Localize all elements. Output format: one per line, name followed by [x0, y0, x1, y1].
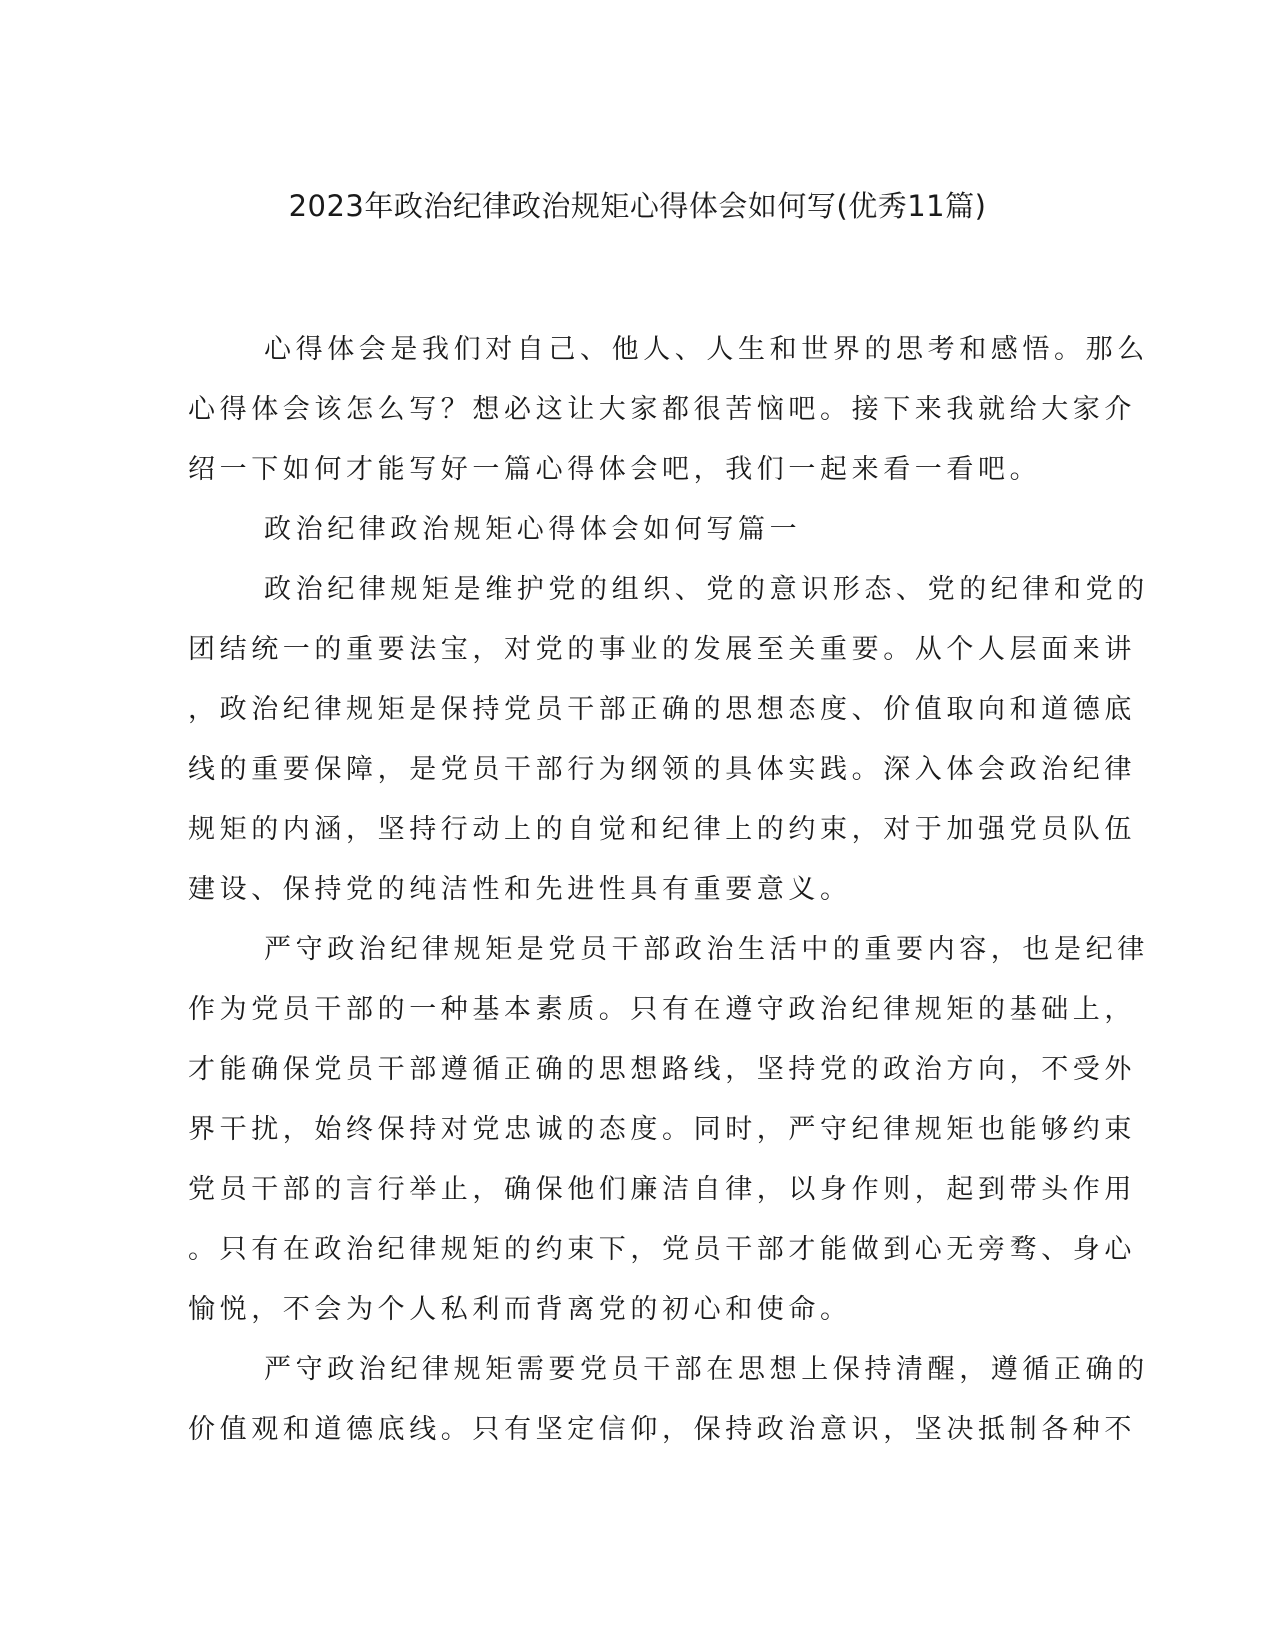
document-body: [188, 320, 1149, 1460]
text-line: 规矩的内涵，坚持行动上的自觉和纪律上的约束，对于加强党员队伍: [188, 814, 1136, 845]
text-line: 。只有在政治纪律规矩的约束下，党员干部才能做到心无旁骛、身心: [188, 1234, 1136, 1265]
text-line: 严守政治纪律规矩需要党员干部在思想上保持清醒，遵循正确的: [264, 1354, 1149, 1385]
text-line: 作为党员干部的一种基本素质。只有在遵守政治纪律规矩的基础上，: [188, 994, 1136, 1025]
paragraph: [188, 1340, 1149, 1460]
text-line: 党员干部的言行举止，确保他们廉洁自律，以身作则，起到带头作用: [188, 1174, 1136, 1205]
text-line: 严守政治纪律规矩是党员干部政治生活中的重要内容，也是纪律: [264, 934, 1149, 965]
paragraph: [188, 920, 1149, 1340]
text-line: 政治纪律政治规矩心得体会如何写篇一: [264, 514, 802, 545]
text-line: 心得体会该怎么写？想必这让大家都很苦恼吧。接下来我就给大家介: [188, 394, 1136, 425]
text-line: 线的重要保障，是党员干部行为纲领的具体实践。深入体会政治纪律: [188, 754, 1136, 785]
paragraph: [188, 560, 1149, 920]
text-line: 建设、保持党的纯洁性和先进性具有重要意义。: [188, 874, 852, 905]
text-line: 才能确保党员干部遵循正确的思想路线，坚持党的政治方向，不受外: [188, 1054, 1136, 1085]
text-line: ，政治纪律规矩是保持党员干部正确的思想态度、价值取向和道德底: [188, 694, 1136, 725]
text-line: 绍一下如何才能写好一篇心得体会吧，我们一起来看一看吧。: [188, 454, 1042, 485]
section-heading: [188, 500, 1078, 560]
document-title: 2023年政治纪律政治规矩心得体会如何写(优秀11篇): [288, 189, 987, 223]
text-line: 心得体会是我们对自己、他人、人生和世界的思考和感悟。那么: [264, 334, 1149, 365]
text-line: 团结统一的重要法宝，对党的事业的发展至关重要。从个人层面来讲: [188, 634, 1136, 665]
text-line: 界干扰，始终保持对党忠诚的态度。同时，严守纪律规矩也能够约束: [188, 1114, 1136, 1145]
text-line: 价值观和道德底线。只有坚定信仰，保持政治意识，坚决抵制各种不: [188, 1414, 1136, 1445]
text-line: 愉悦，不会为个人私利而背离党的初心和使命。: [188, 1294, 852, 1325]
paragraph-intro: [188, 320, 1149, 500]
text-line: 政治纪律规矩是维护党的组织、党的意识形态、党的纪律和党的: [264, 574, 1149, 605]
